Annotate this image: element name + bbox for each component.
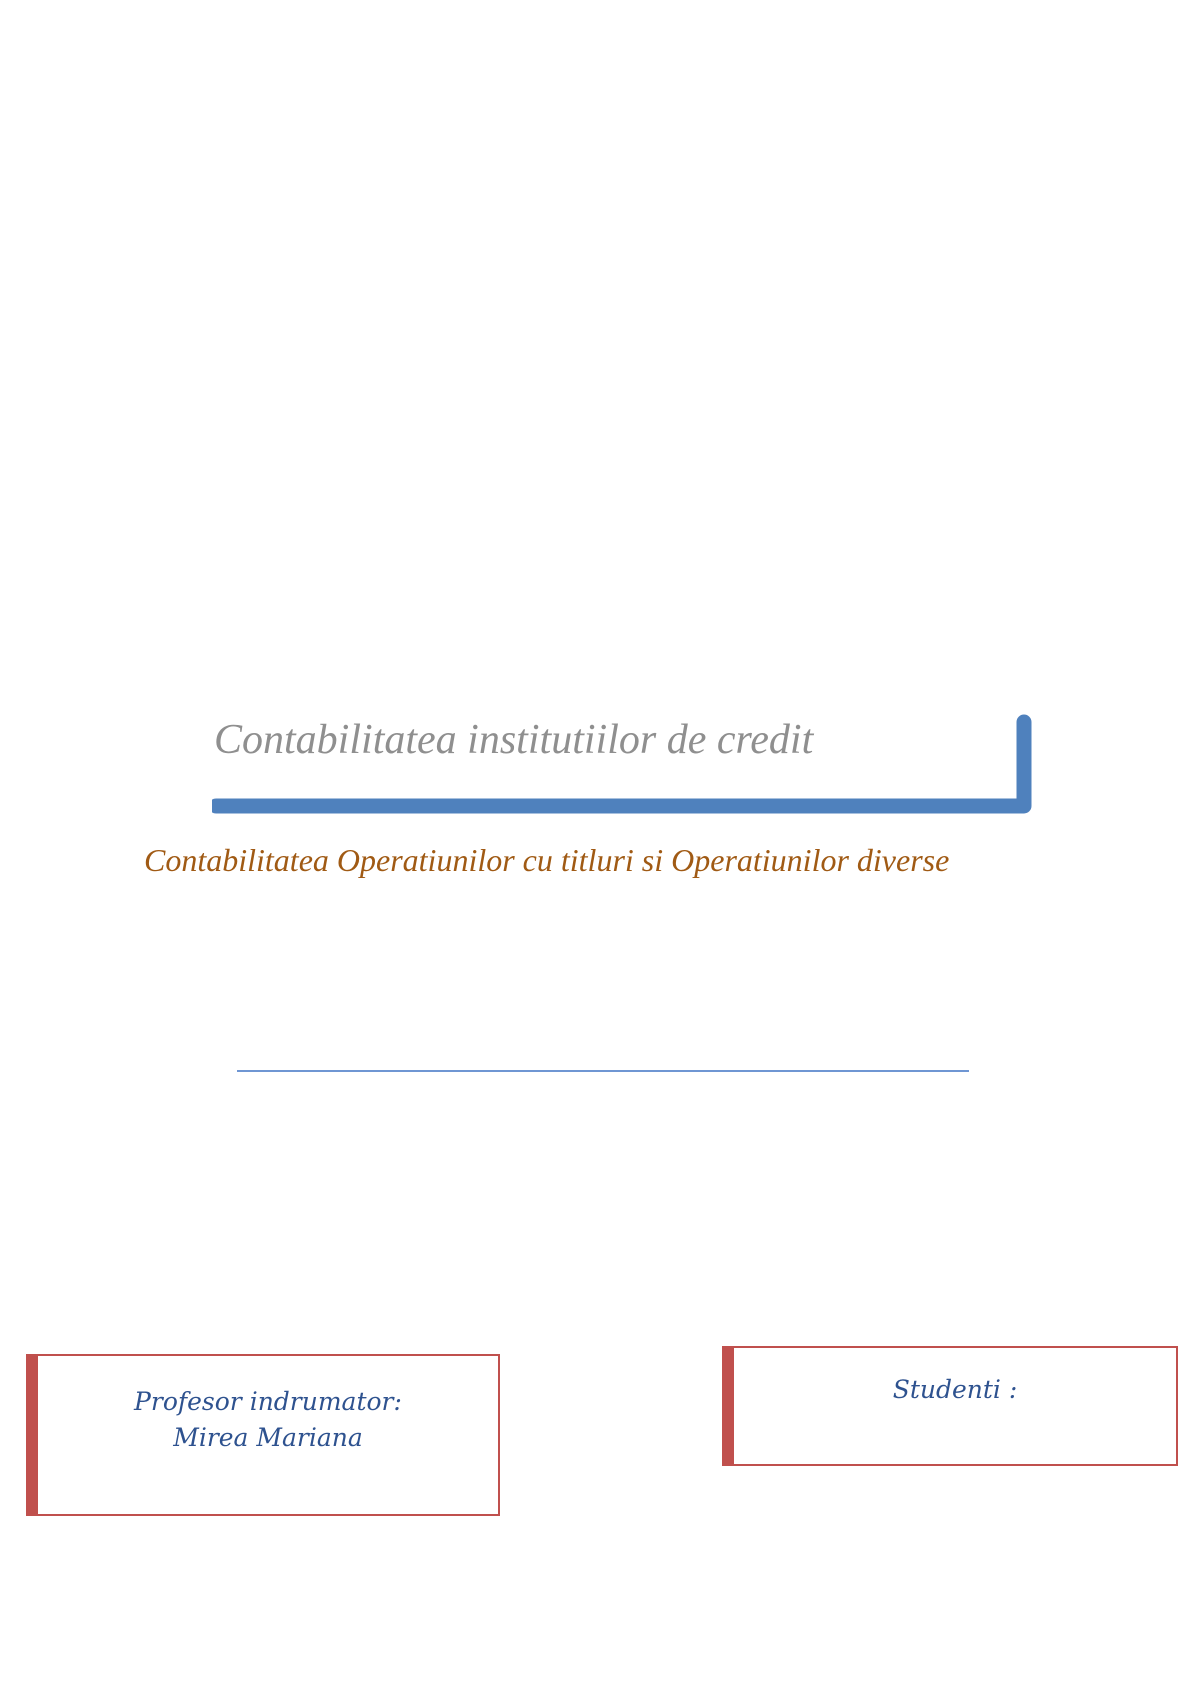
students-label: Studenti : — [892, 1375, 1018, 1404]
document-subtitle: Contabilitatea Operatiunilor cu titluri si Operatiunilor diverse — [144, 842, 950, 878]
title-block — [212, 714, 1032, 818]
divider-line — [237, 1070, 969, 1072]
students-box — [722, 1346, 1178, 1466]
course-title: Contabilitatea institutiilor de credit — [214, 717, 814, 763]
professor-name: Mirea Mariana — [173, 1423, 363, 1452]
professor-box — [26, 1354, 500, 1516]
professor-label: Profesor indrumator: — [134, 1387, 402, 1416]
